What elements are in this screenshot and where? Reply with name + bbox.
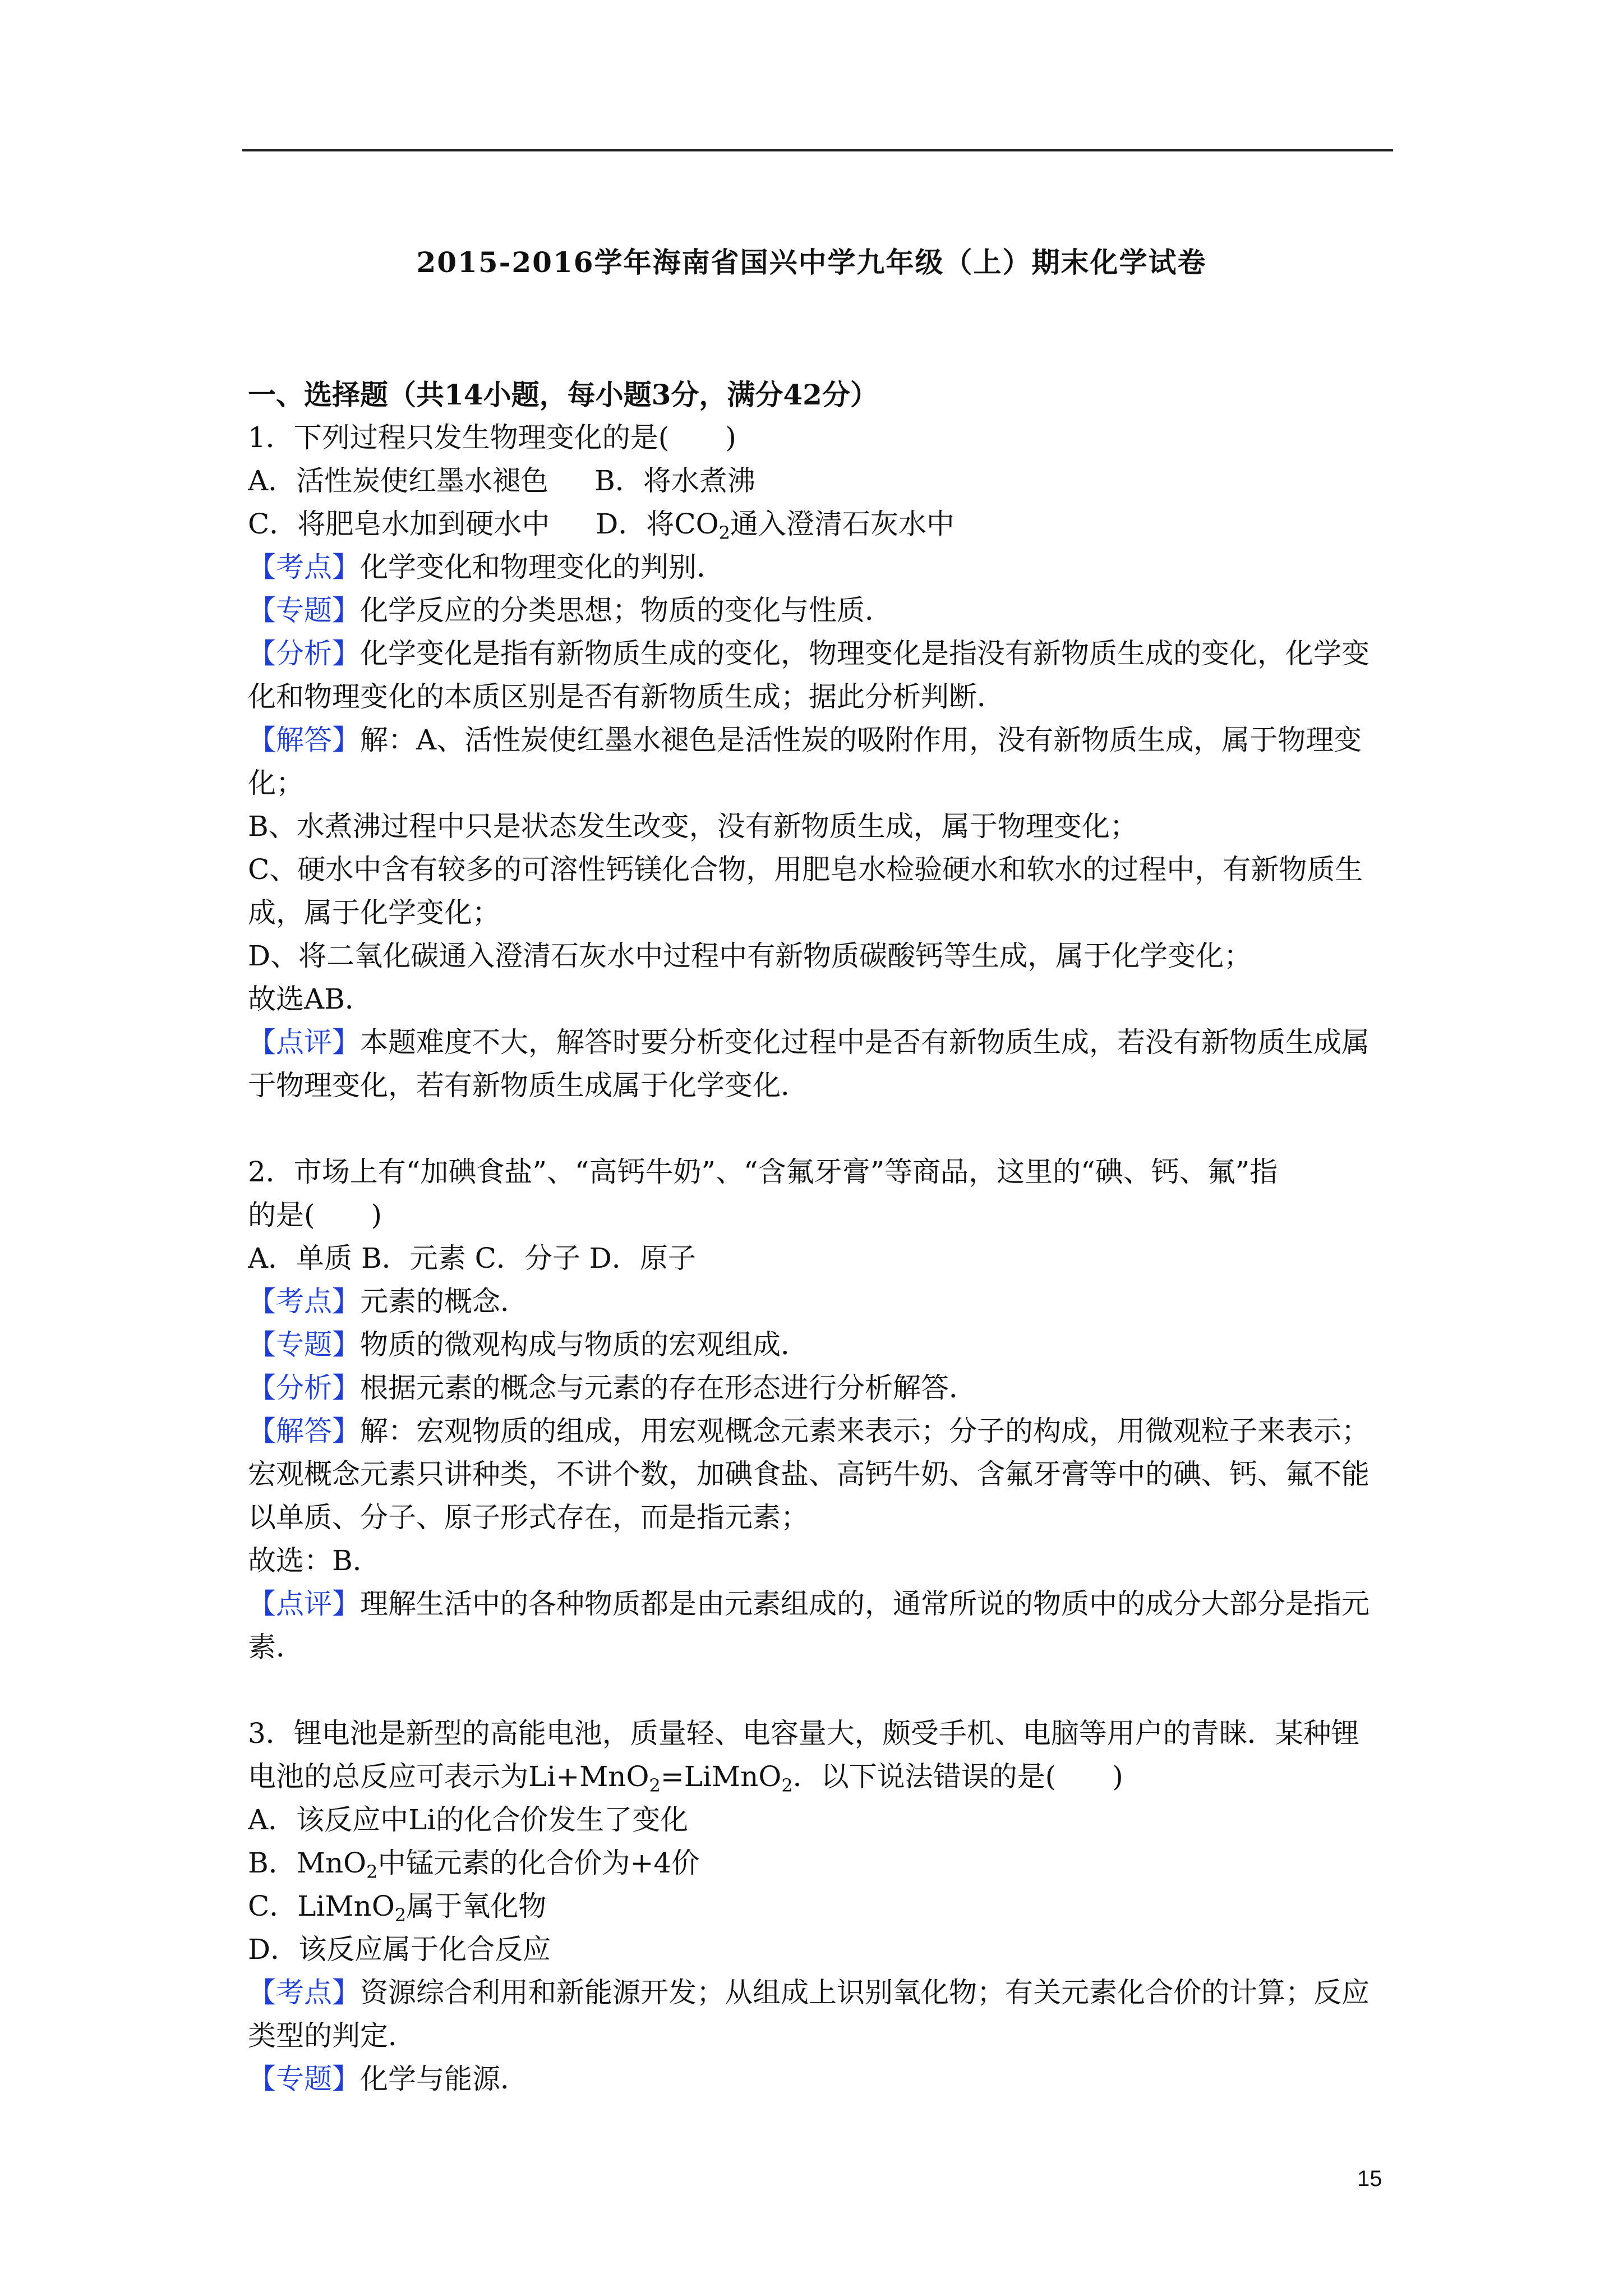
q1-stem: 1．下列过程只发生物理变化的是( )	[248, 421, 736, 454]
tag-jieda: 【解答】	[248, 1415, 360, 1447]
q3-kaodian-cont: 类型的判定．	[248, 2019, 416, 2052]
section-title: 一、选择题（共14小题，每小题3分，满分42分）	[248, 378, 878, 411]
q2-jieda-4: 故选：B．	[248, 1544, 381, 1577]
q1-zhuanti: 【专题】化学反应的分类思想；物质的变化与性质．	[248, 594, 893, 627]
q1-options-cd	[248, 503, 1398, 546]
q3-stem-cont: 电池的总反应可表示为Li+MnO$_2$=LiMnO$_2$．以下说法错误的是( )	[248, 1760, 1123, 1796]
q2-kaodian: 【考点】元素的概念．	[248, 1285, 528, 1318]
tag-fenxi: 【分析】	[248, 1372, 360, 1404]
q3-stem: 3．锂电池是新型的高能电池，质量轻、电容量大，颇受手机、电脑等用户的青睐．某种锂	[248, 1717, 1359, 1750]
q1-kaodian: 【考点】化学变化和物理变化的判别．	[248, 551, 725, 583]
page-title: 2015-2016学年海南省国兴中学九年级（上）期末化学试卷	[416, 246, 1207, 279]
q1-jieda-7: 故选AB．	[248, 983, 373, 1015]
q2-jieda: 【解答】解：宏观物质的组成，用宏观概念元素来表示；分子的构成，用微观粒子来表示；	[248, 1415, 1370, 1447]
q1-jieda-2: 化；	[248, 767, 304, 799]
q2-dianping-cont: 素．	[248, 1631, 304, 1663]
q3-zhuanti: 【专题】化学与能源．	[248, 2063, 528, 2095]
q2-stem: 2．市场上有“加碘食盐”、“高钙牛奶”、“含氟牙膏”等商品，这里的“碘、钙、氟”指	[248, 1156, 1278, 1188]
q1-option-c: C．将肥皂水加到硬水中	[248, 508, 550, 540]
q1-jieda-6: D、将二氧化碳通入澄清石灰水中过程中有新物质碳酸钙等生成，属于化学变化；	[248, 940, 1252, 972]
tag-dianping: 【点评】	[248, 1026, 360, 1059]
tag-kaodian: 【考点】	[248, 1976, 360, 2009]
tag-zhuanti: 【专题】	[248, 594, 360, 627]
q2-jieda-2: 宏观概念元素只讲种类，不讲个数，加碘食盐、高钙牛奶、含氟牙膏等中的碘、钙、氟不能	[248, 1458, 1370, 1490]
q2-options: A．单质 B．元素 C．分子 D．原子	[248, 1242, 696, 1274]
q1-options-ab	[248, 459, 1398, 503]
exam-content	[248, 373, 1398, 2101]
q1-option-d: D．将$CO_2$通入澄清石灰水中	[596, 508, 955, 544]
q1-option-b: B．将水煮沸	[594, 464, 755, 497]
tag-zhuanti: 【专题】	[248, 2063, 360, 2095]
tag-zhuanti: 【专题】	[248, 1328, 360, 1361]
q1-option-a: A．活性炭使红墨水褪色	[248, 464, 549, 497]
q1-jieda-3: B、水煮沸过程中只是状态发生改变，没有新物质生成，属于物理变化；	[248, 810, 1138, 843]
tag-jieda: 【解答】	[248, 724, 360, 756]
q1-dianping: 【点评】本题难度不大，解答时要分析变化过程中是否有新物质生成，若没有新物质生成属	[248, 1026, 1370, 1059]
q1-dianping-cont: 于物理变化，若有新物质生成属于化学变化．	[248, 1069, 809, 1102]
q2-jieda-3: 以单质、分子、原子形式存在，而是指元素；	[248, 1501, 809, 1534]
tag-fenxi: 【分析】	[248, 637, 360, 670]
page-number: 15	[1357, 2166, 1382, 2191]
q2-dianping: 【点评】理解生活中的各种物质都是由元素组成的，通常所说的物质中的成分大部分是指元	[248, 1588, 1370, 1620]
q2-stem-cont: 的是( )	[248, 1199, 382, 1231]
q3-option-c: C．LiMnO$_2$属于氧化物	[248, 1890, 547, 1926]
q3-option-b: B．MnO$_2$中锰元素的化合价为+4价	[248, 1847, 700, 1883]
tag-kaodian: 【考点】	[248, 551, 360, 583]
q3-option-d: D．该反应属于化合反应	[248, 1933, 551, 1966]
q1-jieda-5: 成，属于化学变化；	[248, 896, 500, 929]
q3-option-a: A．该反应中Li的化合价发生了变化	[248, 1803, 689, 1836]
q1-fenxi: 【分析】化学变化是指有新物质生成的变化，物理变化是指没有新物质生成的变化，化学变	[248, 637, 1370, 670]
q2-zhuanti: 【专题】物质的微观构成与物质的宏观组成．	[248, 1328, 809, 1361]
header-rule	[242, 149, 1393, 151]
q1-fenxi-cont: 化和物理变化的本质区别是否有新物质生成；据此分析判断．	[248, 680, 1005, 713]
q1-jieda: 【解答】解：A、活性炭使红墨水褪色是活性炭的吸附作用，没有新物质生成，属于物理变	[248, 724, 1362, 756]
q1-jieda-4: C、硬水中含有较多的可溶性钙镁化合物，用肥皂水检验硬水和软水的过程中，有新物质生	[248, 853, 1363, 886]
q3-kaodian: 【考点】资源综合利用和新能源开发；从组成上识别氧化物；有关元素化合价的计算；反应	[248, 1976, 1370, 2009]
q2-fenxi: 【分析】根据元素的概念与元素的存在形态进行分析解答．	[248, 1372, 977, 1404]
tag-dianping: 【点评】	[248, 1588, 360, 1620]
tag-kaodian: 【考点】	[248, 1285, 360, 1318]
